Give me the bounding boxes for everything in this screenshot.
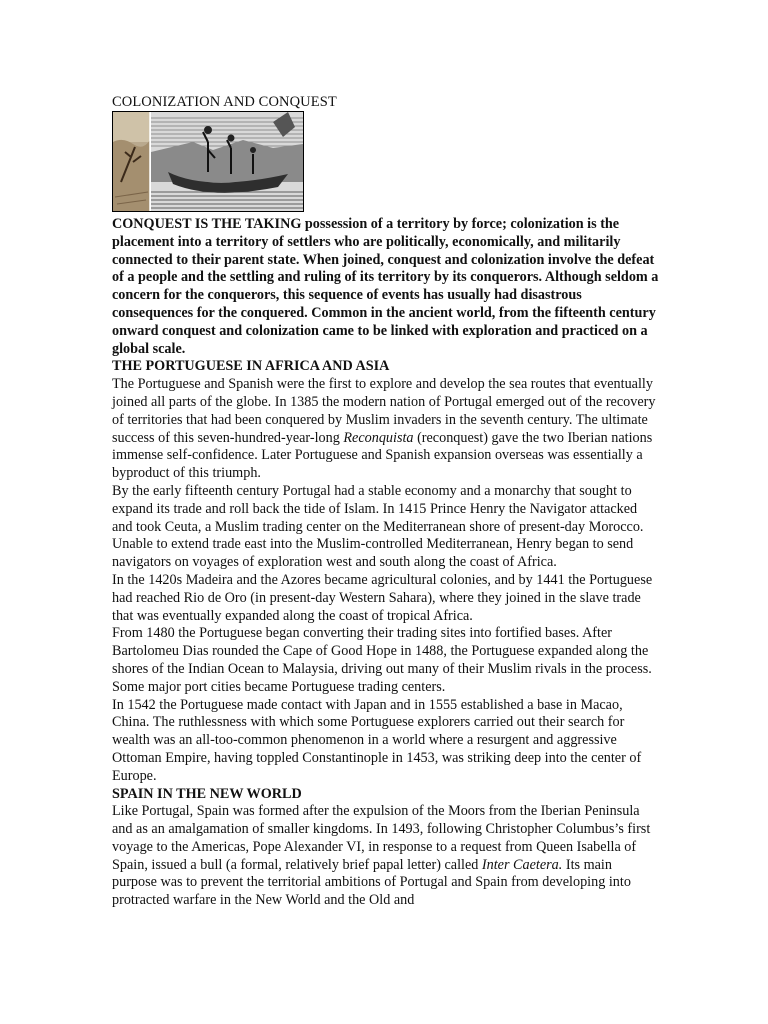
paragraph-2: By the early fifteenth century Portugal had a stable economy and a monarchy that sought to expand its trade and roll back the tide of Islam. In 1415 Prince Henry the Navigator attacked and took Ceuta, a Muslim trading center on the Mediterranean shore of present-day Morocco. Unable to extend trade east into the Muslim-controlled Mediterranean, Henry began to send navigators on voyages of exploration west and south along the coast of Africa.: [112, 482, 644, 571]
paragraph-5: In 1542 the Portuguese made contact with Japan and in 1555 established a base in Macao, China. The ruthlessness with which some Portuguese explorers carried out their search for wealth was an all-too-common phenomenon in a world where a resurgent and aggressive Ottoman Empire, having toppled Constantinople in 1453, was striking deep into the center of Europe.: [112, 696, 642, 784]
paragraph-6-text-a: Like Portugal, Spain was formed after the expulsion of the Moors from the Iberian Peninsula and as an amalgamation of smaller kingdoms. In 1493, following Christopher Columbus’s first voyage to the Americas, Pope Alexander VI, in response to a request from Queen Isabella of Spain, issued a bull (a formal, relatively brief papal letter) called: [112, 803, 651, 873]
paragraph-1-text-b: (reconquest) gave the two Iberian nations immense self-confidence. Later Portuguese and Spanish expansion overseas was essentially a byproduct of this triumph.: [112, 429, 653, 482]
paragraph-6-italic: Inter Caetera.: [481, 856, 563, 873]
document-title: COLONIZATION AND CONQUEST: [112, 94, 337, 110]
paragraph-1: [112, 376, 660, 483]
section-heading-portuguese: THE PORTUGUESE IN AFRICA AND ASIA: [112, 358, 390, 375]
paragraph-3: In the 1420s Madeira and the Azores became agricultural colonies, and by 1441 the Portuguese had reached Rio de Oro (in present-day Western Sahara), where they joined in the slave trade that was eventually expanded along the coast of tropical Africa.: [112, 571, 653, 624]
intro-rest: possession of a territory by force; colonization is the placement into a territory of settlers who are politically, economically, and militarily connected to their parent state. When joined, conquest and colonization involve the defeat of a people and the settling and ruling of its territory by its conquerors. Although seldom a concern for the conquerors, this sequence of events has usually had disastrous consequences for the conquered. Common in the ancient world, from the fifteenth century onward conquest and colonization came to be linked with exploration and practiced on a global scale.: [112, 216, 659, 357]
engraving-image: [113, 112, 303, 211]
engraving-illustration: [112, 111, 304, 212]
intro-paragraph: [112, 216, 660, 358]
document-body: [112, 216, 660, 910]
paragraph-1-italic: Reconquista: [343, 429, 414, 446]
paragraph-6-text-b: Its main purpose was to prevent the territorial ambitions of Portugal and Spain from developing into protracted warfare in the New World and the Old and: [112, 856, 631, 909]
paragraph-4: From 1480 the Portuguese began converting their trading sites into fortified bases. After Bartolomeu Dias rounded the Cape of Good Hope in 1488, the Portuguese expanded along the shores of the Indian Ocean to Malaysia, driving out many of their Muslim rivals in the process. Some major port cities became Portuguese trading centers.: [112, 625, 652, 695]
paragraph-6: [112, 803, 660, 910]
section-heading-spain: SPAIN IN THE NEW WORLD: [112, 785, 302, 802]
paragraph-1-text-a: The Portuguese and Spanish were the first to explore and develop the sea routes that eventually joined all parts of the globe. In 1385 the modern nation of Portugal emerged out of the recovery of territories that had been conquered by Muslim invaders in the seventh century. The ultimate success of this seven-hundred-year-long: [112, 376, 656, 446]
intro-lead: CONQUEST IS THE TAKING: [112, 216, 302, 232]
